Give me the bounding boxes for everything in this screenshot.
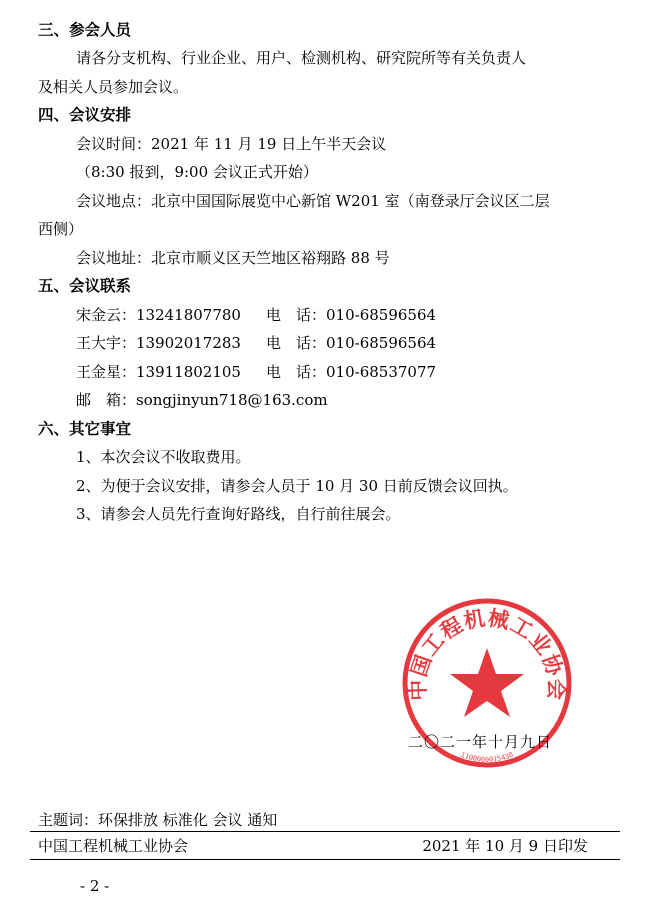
section-3-text-line1: 请各分支机构、行业企业、用户、检测机构、研究院所等有关负责人 <box>76 49 527 67</box>
contact-email: 邮 箱：songjinyun718@163.com <box>76 391 328 409</box>
other-item: 1、本次会议不收取费用。 <box>76 448 251 466</box>
section-3-text-line2: 及相关人员参加会议。 <box>38 78 189 96</box>
subject-keywords: 主题词：环保排放 标准化 会议 通知 <box>38 811 278 829</box>
contact-row <box>76 305 436 325</box>
other-item: 2、为便于会议安排，请参会人员于 10 月 30 日前反馈会议回执。 <box>76 477 518 495</box>
footer-top-rule <box>30 831 620 832</box>
section-4-heading: 四、会议安排 <box>38 106 132 124</box>
contact-row <box>76 333 436 353</box>
footer-issuer: 中国工程机械工业协会 <box>38 837 189 855</box>
page-number: - 2 - <box>80 877 110 895</box>
section-3-heading: 三、参会人员 <box>38 21 132 39</box>
contact-name-phone: 宋金云：13241807780 <box>76 306 241 324</box>
meeting-time: 会议时间：2021 年 11 月 19 日上午半天会议 <box>76 135 387 153</box>
svg-text:1100000015430: 1100000015430 <box>459 750 515 764</box>
contact-tel: 电 话：010-68537077 <box>266 363 437 381</box>
meeting-venue-line1: 会议地点：北京中国国际展览中心新馆 W201 室（南登录厅会议区二层 <box>76 192 550 210</box>
footer-issue-date: 2021 年 10 月 9 日印发 <box>422 837 588 855</box>
contact-name-phone: 王大宇：13902017283 <box>76 334 241 352</box>
contact-tel: 电 话：010-68596564 <box>266 334 437 352</box>
section-6-heading: 六、其它事宜 <box>38 420 132 438</box>
footer-bottom-rule <box>30 859 620 860</box>
signature-date: 二〇二一年十月九日 <box>408 733 553 751</box>
contact-row <box>76 362 436 382</box>
contact-name-phone: 王金星：13911802105 <box>76 363 241 381</box>
meeting-venue-line2: 西侧） <box>38 220 84 238</box>
meeting-address: 会议地址：北京市顺义区天竺地区裕翔路 88 号 <box>76 249 390 267</box>
section-5-heading: 五、会议联系 <box>38 277 132 295</box>
contact-tel: 电 话：010-68596564 <box>266 306 437 324</box>
other-item: 3、请参会人员先行查询好路线，自行前往展会。 <box>76 505 401 523</box>
meeting-time-note: （8:30 报到，9:00 会议正式开始） <box>76 163 318 181</box>
svg-text:中国工程机械工业协会: 中国工程机械工业协会 <box>405 605 569 702</box>
